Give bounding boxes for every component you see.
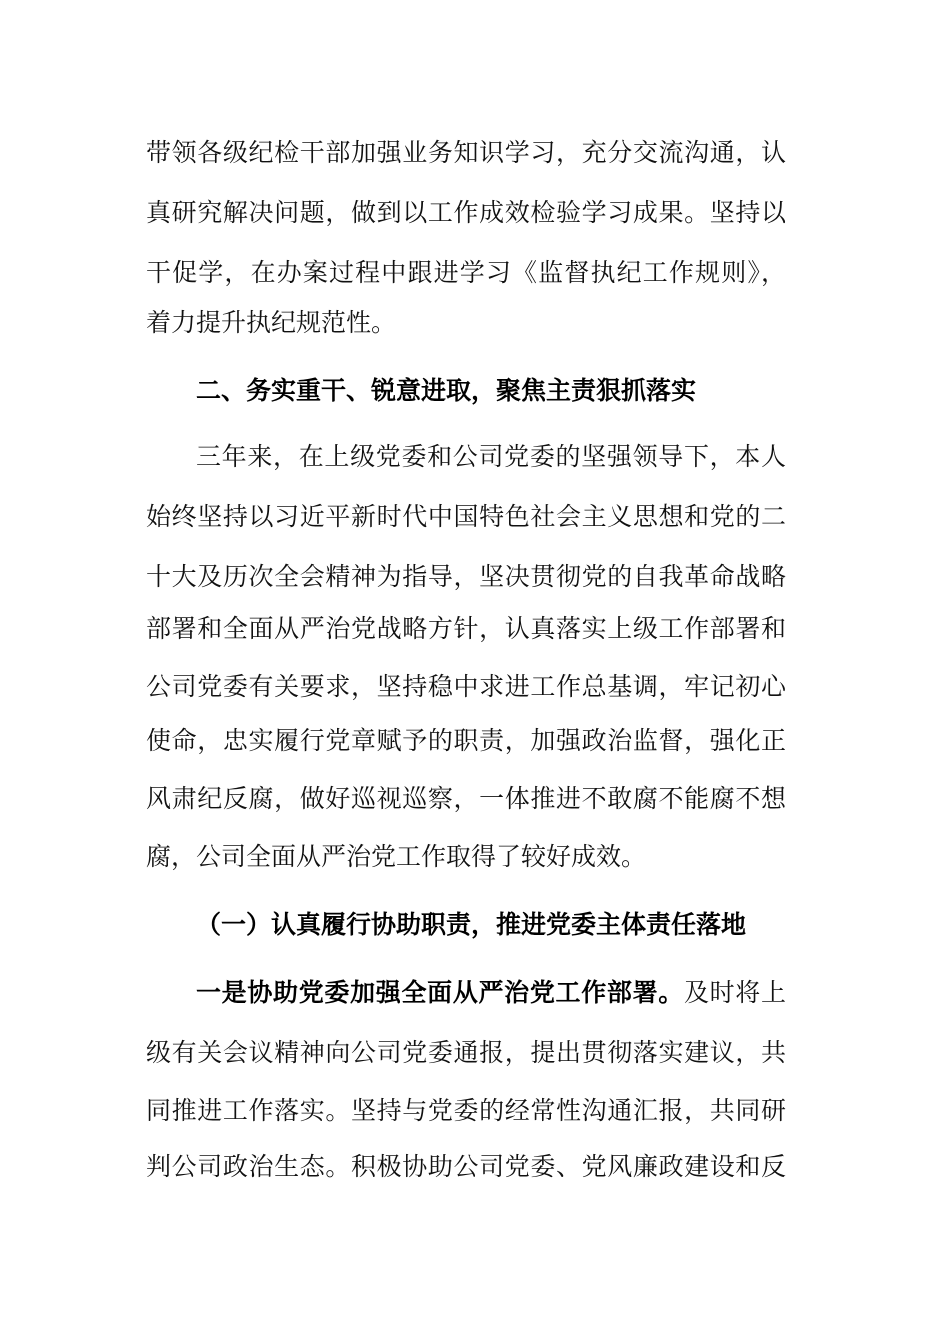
paragraph-2-line-1: 三年来，在上级党委和公司党委的坚强领导下，本人: [196, 442, 786, 471]
subheading-1: （一）认真履行协助职责，推进党委主体责任落地: [196, 910, 747, 939]
paragraph-2-line-7: 风肃纪反腐，做好巡视巡察，一体推进不敢腐不能腐不想: [146, 784, 786, 813]
paragraph-2-line-4: 部署和全面从严治党战略方针，认真落实上级工作部署和: [146, 614, 786, 643]
paragraph-3-lead-rest: 及时将上: [683, 978, 786, 1007]
paragraph-2-line-3: 十大及历次全会精神为指导，坚决贯彻党的自我革命战略: [146, 562, 786, 591]
paragraph-1-line-3: 干促学，在办案过程中跟进学习《监督执纪工作规则》，: [146, 258, 786, 287]
paragraph-2-line-5: 公司党委有关要求，坚持稳中求进工作总基调，牢记初心: [146, 672, 786, 701]
paragraph-3-line-2: 级有关会议精神向公司党委通报，提出贯彻落实建议，共: [146, 1038, 786, 1067]
paragraph-3-line-1: [196, 973, 786, 1013]
paragraph-1-line-2: 真研究解决问题，做到以工作成效检验学习成果。坚持以: [146, 198, 786, 227]
section-heading-2: 二、务实重干、锐意进取，聚焦主责狠抓落实: [196, 376, 697, 405]
paragraph-1-line-4: 着力提升执纪规范性。: [146, 308, 397, 337]
paragraph-3-lead-bold: 一是协助党委加强全面从严治党工作部署。: [196, 978, 684, 1007]
paragraph-1-line-1: 带领各级纪检干部加强业务知识学习，充分交流沟通，认: [146, 138, 786, 167]
paragraph-3-line-3: 同推进工作落实。坚持与党委的经常性沟通汇报，共同研: [146, 1096, 786, 1125]
paragraph-2-line-6: 使命，忠实履行党章赋予的职责，加强政治监督，强化正: [146, 726, 786, 755]
paragraph-2-line-2: 始终坚持以习近平新时代中国特色社会主义思想和党的二: [146, 502, 786, 531]
paragraph-2-line-8: 腐，公司全面从严治党工作取得了较好成效。: [146, 842, 647, 871]
paragraph-3-line-4: 判公司政治生态。积极协助公司党委、党风廉政建设和反: [146, 1152, 786, 1181]
